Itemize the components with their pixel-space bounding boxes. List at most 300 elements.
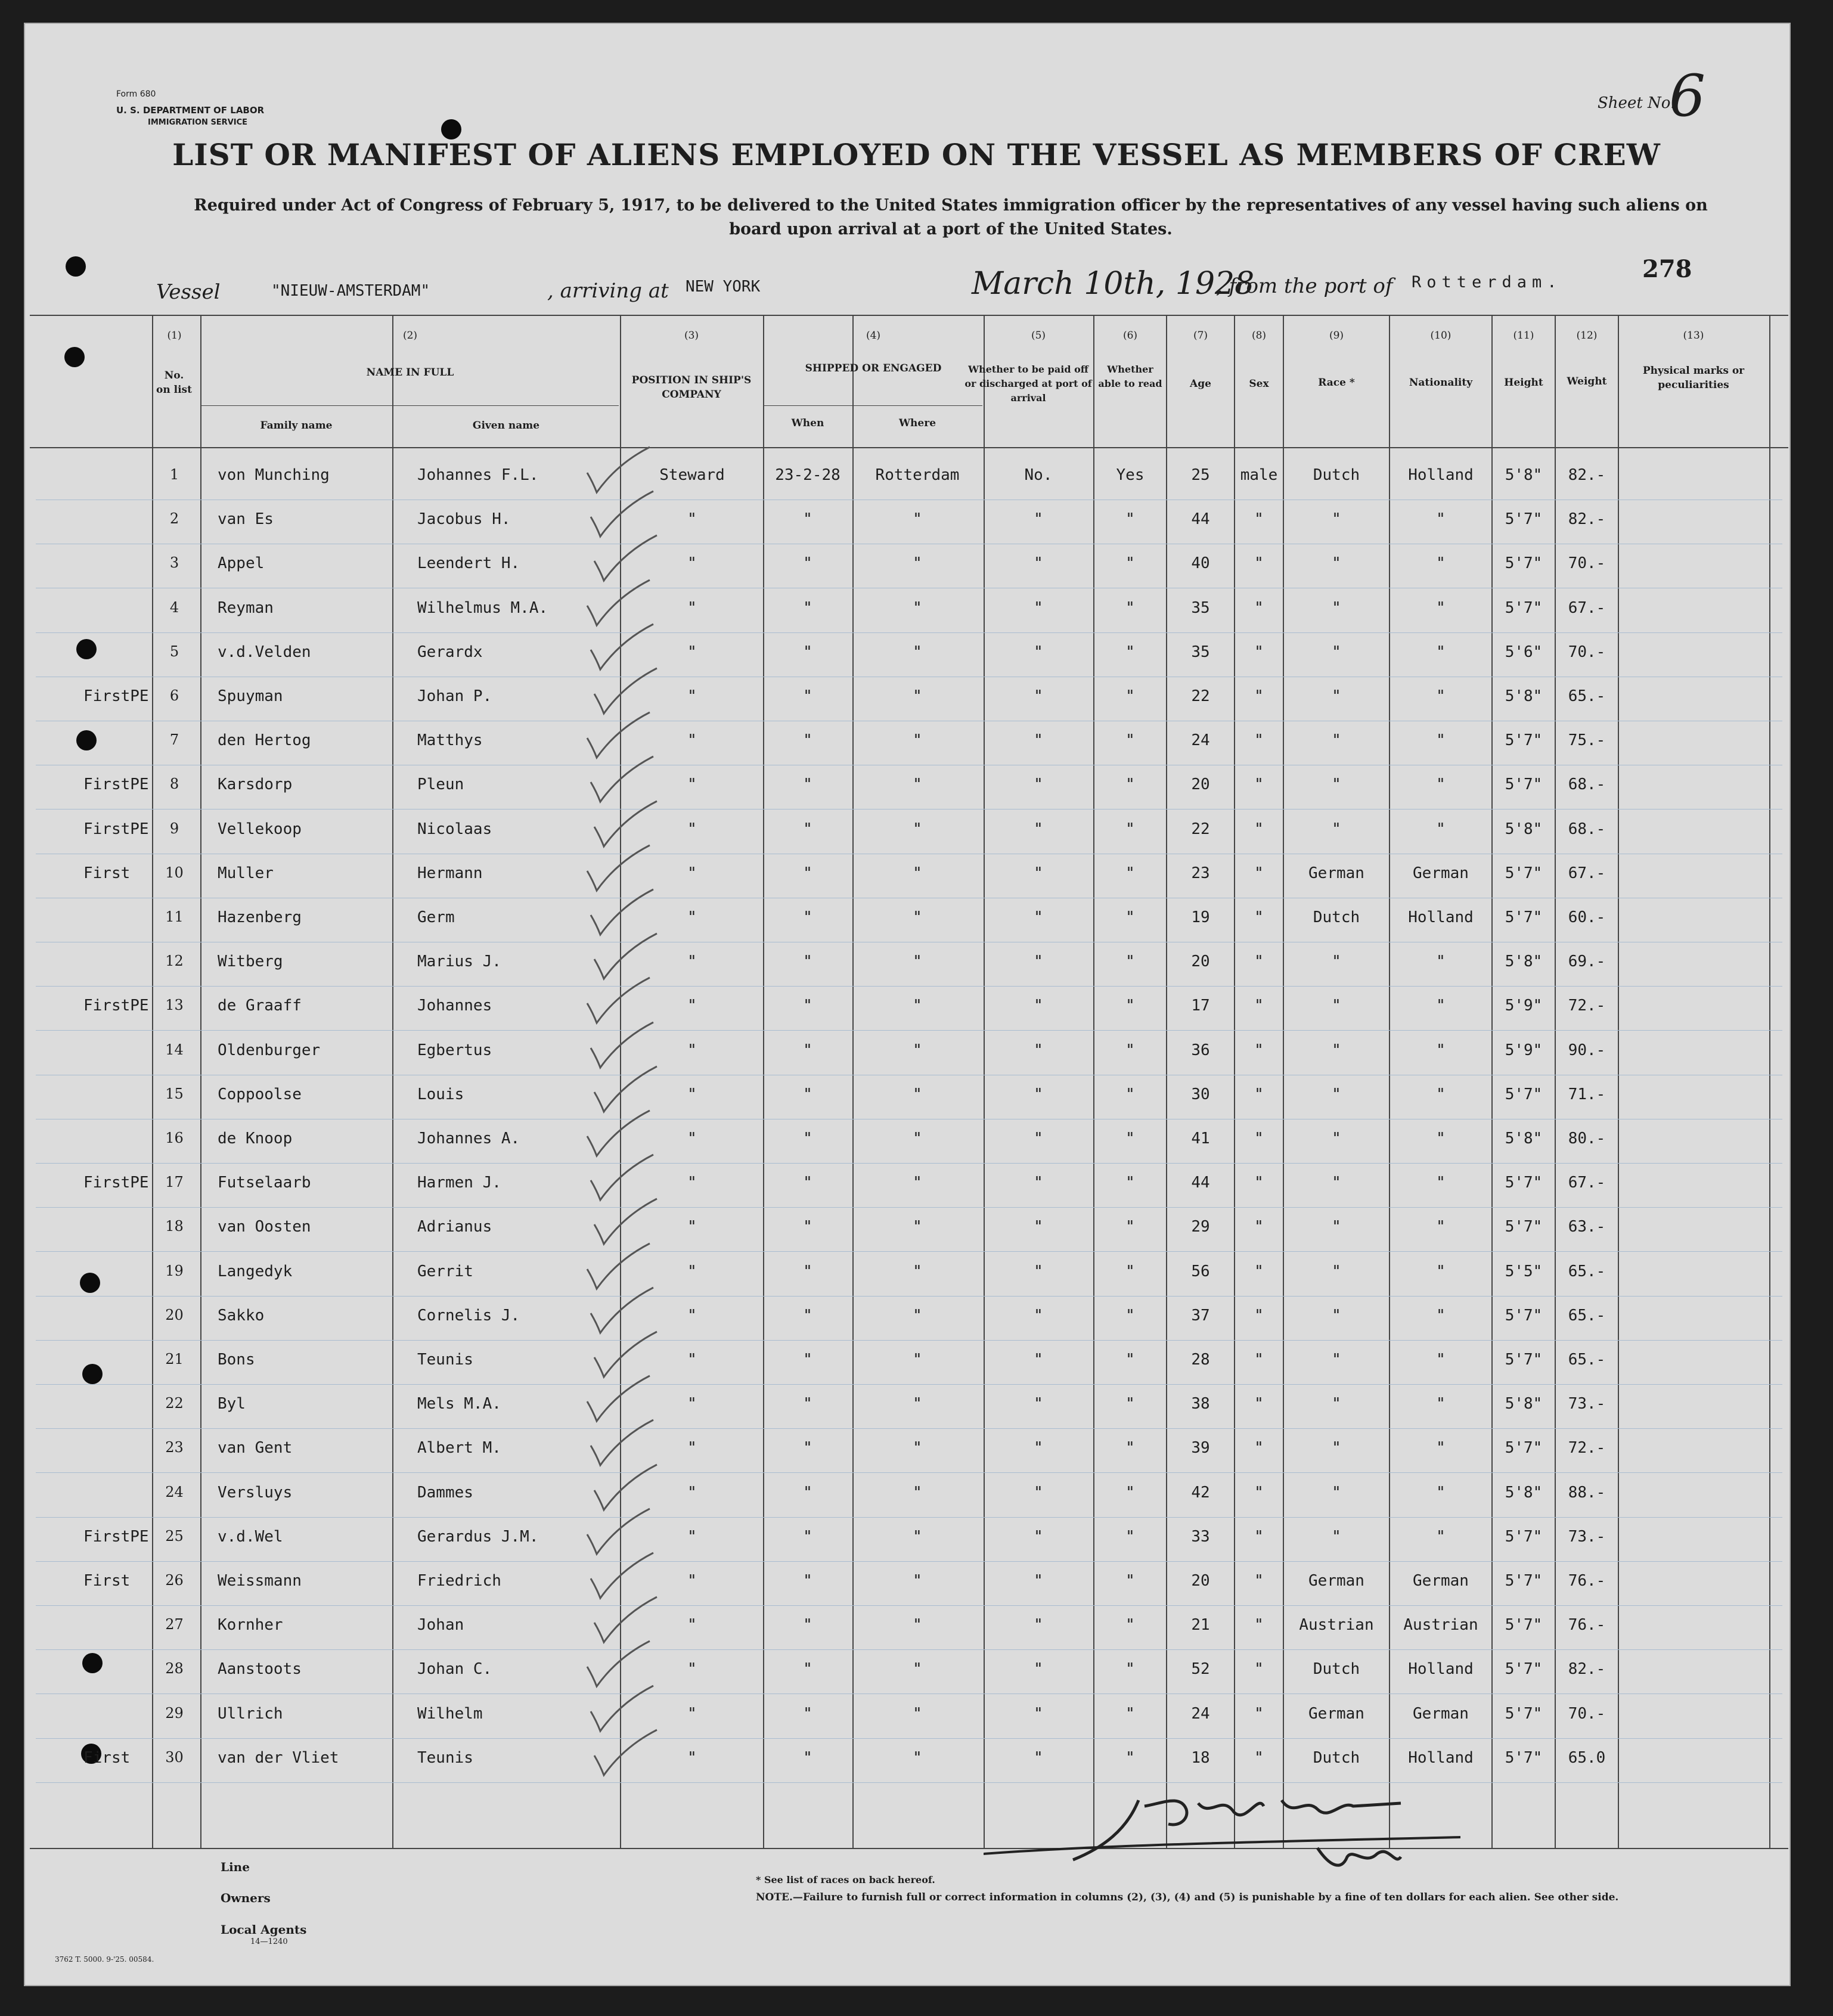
cell-weight: 75.- <box>1568 731 1606 750</box>
col-12-number: (12) <box>1576 330 1598 342</box>
cell-sex: " <box>1254 953 1264 971</box>
cell-position: " <box>687 1306 697 1325</box>
cell-when: " <box>803 1306 812 1325</box>
arrival-port: NEW YORK <box>686 278 761 296</box>
cell-nationality: " <box>1436 1041 1446 1059</box>
cell-where: " <box>913 1660 922 1679</box>
cell-paid-off: " <box>1034 1351 1043 1369</box>
cell-position: " <box>687 864 697 882</box>
cell-read: " <box>1125 1262 1135 1280</box>
cell-given: Johan C. <box>417 1660 492 1679</box>
cell-family: von Munching <box>218 466 330 484</box>
cell-family: v.d.Velden <box>218 643 311 661</box>
cell-where: " <box>913 731 922 750</box>
cell-position: " <box>687 1262 697 1280</box>
cell-read: " <box>1125 953 1135 971</box>
cell-height: 5'7" <box>1505 776 1543 794</box>
cell-age: 35 <box>1191 598 1210 617</box>
cell-paid-off: " <box>1034 908 1043 926</box>
col-7-label: Age <box>1190 378 1211 390</box>
check-mark-icon <box>588 1729 666 1782</box>
cell-family: Byl <box>218 1395 246 1413</box>
cell-no: 13 <box>165 997 184 1014</box>
cell-sex: " <box>1254 1130 1264 1147</box>
cell-race: " <box>1332 1395 1341 1413</box>
cell-given: Teunis <box>417 1351 473 1369</box>
cell-where: " <box>913 1439 922 1457</box>
row-rule <box>36 1605 1782 1606</box>
cell-paid-off: " <box>1034 510 1043 529</box>
cell-no: 14 <box>165 1041 184 1058</box>
cell-position: " <box>687 643 697 661</box>
cell-read: " <box>1125 1748 1135 1767</box>
cell-height: 5'8" <box>1505 953 1543 971</box>
cell-given: Johannes F.L. <box>417 466 539 484</box>
cell-age: 24 <box>1191 731 1210 750</box>
header-bottom-rule <box>30 447 1788 448</box>
cell-weight: 70.- <box>1568 554 1606 573</box>
cell-race: " <box>1332 643 1341 661</box>
cell-family: Versluys <box>218 1483 293 1502</box>
cell-weight: 72.- <box>1568 1439 1606 1457</box>
cell-paid-off: " <box>1034 731 1043 750</box>
cell-height: 5'6" <box>1505 643 1543 661</box>
cell-age: 42 <box>1191 1483 1210 1502</box>
cell-weight: 63.- <box>1568 1218 1606 1236</box>
cell-where: " <box>913 997 922 1015</box>
cell-nationality: " <box>1436 1306 1446 1325</box>
col-6-number: (6) <box>1122 330 1138 342</box>
punch-hole <box>80 1273 100 1293</box>
row-annotation: First <box>83 864 131 882</box>
cell-no: 11 <box>165 908 184 925</box>
cell-nationality: " <box>1436 731 1446 750</box>
row-annotation: FirstPE <box>83 1174 149 1192</box>
col-5-label: Whether to be paid off or discharged at port of arrival <box>964 364 1092 404</box>
cell-sex: " <box>1254 864 1264 882</box>
cell-race: " <box>1332 1527 1341 1546</box>
cell-position: " <box>687 687 697 705</box>
page-subtitle: Required under Act of Congress of February 5, 1917, to be delivered to the United States immigration officer by the representatives of any vessel having such aliens on board upon arrival at a port of the United States. <box>194 196 1708 238</box>
cell-sex: " <box>1254 1085 1264 1103</box>
cell-where: " <box>913 1572 922 1590</box>
cell-no: 28 <box>165 1660 184 1677</box>
cell-sex: " <box>1254 643 1264 661</box>
cell-where: " <box>913 820 922 838</box>
cell-no: 22 <box>165 1395 184 1412</box>
cell-read: " <box>1125 1439 1135 1457</box>
cell-family: van Es <box>218 510 274 529</box>
cell-race: Dutch <box>1313 1660 1360 1679</box>
row-rule <box>36 632 1782 633</box>
cell-height: 5'7" <box>1505 1174 1543 1192</box>
cell-height: 5'7" <box>1505 864 1543 882</box>
cell-age: 20 <box>1191 953 1210 971</box>
cell-age: 18 <box>1191 1748 1210 1767</box>
cell-age: 25 <box>1191 466 1210 484</box>
cell-given: Mels M.A. <box>417 1395 501 1413</box>
cell-family: Bons <box>218 1351 255 1369</box>
officer-signature <box>984 1782 1472 1878</box>
cell-where: " <box>913 1527 922 1546</box>
cell-height: 5'8" <box>1505 820 1543 838</box>
cell-sex: " <box>1254 1660 1264 1679</box>
cell-height: 5'9" <box>1505 997 1543 1015</box>
cell-paid-off: " <box>1034 554 1043 573</box>
row-rule <box>36 1340 1782 1341</box>
cell-position: " <box>687 820 697 838</box>
cell-read: " <box>1125 1483 1135 1502</box>
cell-nationality: " <box>1436 1527 1446 1546</box>
cell-family: van Oosten <box>218 1218 311 1236</box>
cell-read: " <box>1125 598 1135 617</box>
cell-no: 19 <box>165 1262 184 1279</box>
cell-where: " <box>913 1218 922 1236</box>
row-rule <box>36 1517 1782 1518</box>
cell-age: 28 <box>1191 1351 1210 1369</box>
cell-paid-off: " <box>1034 1748 1043 1767</box>
cell-given: Wilhelm <box>417 1704 483 1723</box>
cell-position: " <box>687 1351 697 1369</box>
cell-height: 5'7" <box>1505 908 1543 926</box>
col-12-label: Weight <box>1567 376 1607 387</box>
cell-where: " <box>913 1748 922 1767</box>
cell-weight: 76.- <box>1568 1616 1606 1634</box>
cell-weight: 65.- <box>1568 687 1606 705</box>
cell-no: 20 <box>165 1306 184 1323</box>
cell-height: 5'7" <box>1505 1704 1543 1723</box>
cell-paid-off: " <box>1034 598 1043 617</box>
col-3-number: (3) <box>684 330 699 342</box>
cell-no: 23 <box>165 1439 184 1456</box>
cell-race: German <box>1308 864 1364 882</box>
cell-when: " <box>803 510 812 529</box>
cell-read: " <box>1125 510 1135 529</box>
row-rule <box>36 1561 1782 1562</box>
cell-given: Leendert H. <box>417 554 520 573</box>
cell-nationality: " <box>1436 1395 1446 1413</box>
row-annotation: First <box>83 1572 131 1590</box>
cell-weight: 90.- <box>1568 1041 1606 1059</box>
cell-height: 5'7" <box>1505 1572 1543 1590</box>
cell-position: " <box>687 1174 697 1192</box>
cell-sex: " <box>1254 1704 1264 1723</box>
cell-no: 26 <box>165 1572 184 1589</box>
cell-age: 29 <box>1191 1218 1210 1236</box>
cell-position: " <box>687 776 697 794</box>
cell-height: 5'7" <box>1505 1306 1543 1325</box>
cell-family: Sakko <box>218 1306 265 1325</box>
cell-race: " <box>1332 1174 1341 1192</box>
cell-position: " <box>687 1572 697 1590</box>
col-9-label: Race * <box>1318 377 1355 389</box>
cell-when: " <box>803 687 812 705</box>
cell-paid-off: " <box>1034 1262 1043 1280</box>
cell-when: " <box>803 820 812 838</box>
table-bottom-rule <box>30 1848 1788 1849</box>
cell-height: 5'9" <box>1505 1041 1543 1059</box>
cell-position: " <box>687 1041 697 1059</box>
shipped-subheader-rule <box>764 405 982 406</box>
cell-sex: " <box>1254 776 1264 794</box>
cell-race: Austrian <box>1299 1616 1374 1634</box>
cell-no: 24 <box>165 1483 184 1500</box>
cell-race: German <box>1308 1704 1364 1723</box>
cell-no: 10 <box>165 864 184 881</box>
cell-where: " <box>913 908 922 926</box>
cell-height: 5'8" <box>1505 1395 1543 1413</box>
cell-where: " <box>913 1483 922 1502</box>
cell-sex: " <box>1254 908 1264 926</box>
col-10-label: Nationality <box>1409 377 1473 389</box>
col-13-label: Physical marks or peculiarities <box>1642 365 1745 391</box>
cell-family: Hazenberg <box>218 908 302 926</box>
cell-given: Gerrit <box>417 1262 473 1280</box>
cell-when: " <box>803 1748 812 1767</box>
cell-given: Cornelis J. <box>417 1306 520 1325</box>
cell-weight: 70.- <box>1568 643 1606 661</box>
cell-when: " <box>803 1395 812 1413</box>
cell-nationality: Holland <box>1408 1660 1474 1679</box>
cell-given: Johan P. <box>417 687 492 705</box>
sheet-label: Sheet No. <box>1598 94 1676 112</box>
cell-nationality: " <box>1436 820 1446 838</box>
row-annotation: FirstPE <box>83 1527 149 1546</box>
cell-weight: 73.- <box>1568 1527 1606 1546</box>
row-annotation: FirstPE <box>83 776 149 794</box>
cell-position: " <box>687 1704 697 1723</box>
cell-nationality: " <box>1436 776 1446 794</box>
col-7-number: (7) <box>1193 330 1208 342</box>
cell-nationality: " <box>1436 1218 1446 1236</box>
cell-age: 33 <box>1191 1527 1210 1546</box>
cell-height: 5'7" <box>1505 1616 1543 1634</box>
cell-nationality: " <box>1436 1130 1446 1147</box>
cell-read: " <box>1125 1351 1135 1369</box>
cell-race: " <box>1332 1483 1341 1502</box>
cell-position: " <box>687 554 697 573</box>
cell-height: 5'7" <box>1505 1439 1543 1457</box>
cell-no: 6 <box>169 687 179 704</box>
cell-race: " <box>1332 1262 1341 1280</box>
cell-when: " <box>803 1262 812 1280</box>
cell-no: 17 <box>165 1174 184 1191</box>
cell-family: Muller <box>218 864 274 882</box>
cell-no: 27 <box>165 1616 184 1633</box>
from-label: , from the port of <box>1216 274 1393 298</box>
cell-when: " <box>803 1439 812 1457</box>
cell-sex: " <box>1254 1174 1264 1192</box>
cell-read: " <box>1125 1130 1135 1147</box>
cell-position: " <box>687 1616 697 1634</box>
row-annotation: FirstPE <box>83 820 149 838</box>
cell-age: 41 <box>1191 1130 1210 1147</box>
cell-sex: " <box>1254 1439 1264 1457</box>
cell-given: Germ <box>417 908 455 926</box>
cell-position: " <box>687 1527 697 1546</box>
cell-height: 5'7" <box>1505 1748 1543 1767</box>
col-1-label: No. on list <box>156 370 192 396</box>
cell-read: " <box>1125 1660 1135 1679</box>
cell-age: 19 <box>1191 908 1210 926</box>
cell-family: Oldenburger <box>218 1041 321 1059</box>
cell-height: 5'7" <box>1505 731 1543 750</box>
cell-age: 24 <box>1191 1704 1210 1723</box>
col-2-label: NAME IN FULL <box>366 367 454 379</box>
cell-read: " <box>1125 1704 1135 1723</box>
cell-given: Dammes <box>417 1483 473 1502</box>
cell-sex: " <box>1254 1483 1264 1502</box>
penalty-note: NOTE.—Failure to furnish full or correct information in columns (2), (3), (4) and (5) is punishable by a fine of ten dollars for each alien. See other side. <box>756 1891 1619 1903</box>
cell-when: " <box>803 953 812 971</box>
punch-hole <box>66 256 86 277</box>
cell-position: " <box>687 1130 697 1147</box>
cell-weight: 67.- <box>1568 598 1606 617</box>
cell-no: 4 <box>169 598 179 616</box>
cell-age: 37 <box>1191 1306 1210 1325</box>
cell-height: 5'7" <box>1505 554 1543 573</box>
cell-family: de Graaff <box>218 997 302 1015</box>
row-rule <box>36 1782 1782 1783</box>
cell-nationality: German <box>1413 1704 1469 1723</box>
row-rule <box>36 1296 1782 1297</box>
cell-height: 5'8" <box>1505 1130 1543 1147</box>
cell-nationality: " <box>1436 510 1446 529</box>
cell-where: " <box>913 643 922 661</box>
cell-age: 52 <box>1191 1660 1210 1679</box>
row-rule <box>36 986 1782 987</box>
when-header: When <box>791 417 824 429</box>
cell-where: " <box>913 1351 922 1369</box>
column-rule <box>1618 316 1619 1848</box>
cell-no: 18 <box>165 1218 184 1235</box>
cell-read: " <box>1125 1085 1135 1103</box>
cell-race: " <box>1332 1351 1341 1369</box>
cell-when: " <box>803 1130 812 1147</box>
line-label: Line <box>221 1860 250 1874</box>
cell-paid-off: " <box>1034 864 1043 882</box>
cell-race: " <box>1332 510 1341 529</box>
cell-weight: 67.- <box>1568 1174 1606 1192</box>
cell-when: " <box>803 1660 812 1679</box>
cell-paid-off: " <box>1034 1395 1043 1413</box>
cell-paid-off: " <box>1034 953 1043 971</box>
cell-sex: " <box>1254 1041 1264 1059</box>
cell-position: " <box>687 731 697 750</box>
col-13-number: (13) <box>1683 330 1704 342</box>
cell-where: " <box>913 598 922 617</box>
cell-read: " <box>1125 1174 1135 1192</box>
cell-where: " <box>913 554 922 573</box>
cell-given: Harmen J. <box>417 1174 501 1192</box>
cell-where: " <box>913 1395 922 1413</box>
cell-read: " <box>1125 1218 1135 1236</box>
cell-family: den Hertog <box>218 731 311 750</box>
cell-family: Karsdorp <box>218 776 293 794</box>
cell-position: Steward <box>659 466 725 484</box>
cell-age: 44 <box>1191 1174 1210 1192</box>
cell-no: 9 <box>169 820 179 837</box>
cell-height: 5'5" <box>1505 1262 1543 1280</box>
cell-height: 5'7" <box>1505 1218 1543 1236</box>
cell-where: " <box>913 1306 922 1325</box>
cell-given: Johannes <box>417 997 492 1015</box>
cell-where: " <box>913 1704 922 1723</box>
row-annotation: First <box>83 1748 131 1767</box>
cell-where: " <box>913 1130 922 1147</box>
cell-position: " <box>687 1483 697 1502</box>
cell-weight: 68.- <box>1568 820 1606 838</box>
cell-height: 5'8" <box>1505 1483 1543 1502</box>
cell-read: " <box>1125 1616 1135 1634</box>
cell-paid-off: " <box>1034 1572 1043 1590</box>
cell-when: " <box>803 908 812 926</box>
cell-when: " <box>803 1616 812 1634</box>
col-1-number: (1) <box>167 330 182 342</box>
cell-given: Gerardx <box>417 643 483 661</box>
cell-given: Friedrich <box>417 1572 501 1590</box>
col-11-number: (11) <box>1513 330 1534 342</box>
col-8-number: (8) <box>1251 330 1267 342</box>
cell-no: 5 <box>169 643 179 660</box>
col-8-label: Sex <box>1249 378 1269 390</box>
cell-height: 5'7" <box>1505 1660 1543 1679</box>
cell-given: Adrianus <box>417 1218 492 1236</box>
cell-nationality: " <box>1436 1351 1446 1369</box>
print-code: 3762 T. 5000. 9-'25. 00584. <box>55 1955 154 1964</box>
cell-weight: 69.- <box>1568 953 1606 971</box>
cell-race: " <box>1332 1085 1341 1103</box>
cell-race: " <box>1332 687 1341 705</box>
cell-no: 15 <box>165 1085 184 1102</box>
cell-family: van der Vliet <box>218 1748 339 1767</box>
cell-age: 22 <box>1191 687 1210 705</box>
cell-race: " <box>1332 731 1341 750</box>
cell-nationality: " <box>1436 1174 1446 1192</box>
cell-nationality: German <box>1413 1572 1469 1590</box>
cell-no: 7 <box>169 731 179 749</box>
cell-paid-off: " <box>1034 776 1043 794</box>
cell-position: " <box>687 1395 697 1413</box>
race-footnote: * See list of races on back hereof. <box>756 1874 935 1885</box>
cell-height: 5'8" <box>1505 466 1543 484</box>
punch-hole <box>82 1653 103 1673</box>
cell-position: " <box>687 997 697 1015</box>
cell-family: v.d.Wel <box>218 1527 283 1546</box>
cell-where: " <box>913 1041 922 1059</box>
cell-sex: " <box>1254 1527 1264 1546</box>
cell-sex: " <box>1254 820 1264 838</box>
cell-nationality: Holland <box>1408 466 1474 484</box>
cell-no: 8 <box>169 776 179 793</box>
cell-read: " <box>1125 1572 1135 1590</box>
table-top-rule <box>30 315 1788 316</box>
cell-when: " <box>803 1218 812 1236</box>
cell-nationality: " <box>1436 1483 1446 1502</box>
cell-no: 1 <box>169 466 179 483</box>
cell-weight: 71.- <box>1568 1085 1606 1103</box>
cell-nationality: " <box>1436 1262 1446 1280</box>
cell-family: Langedyk <box>218 1262 293 1280</box>
cell-weight: 67.- <box>1568 864 1606 882</box>
cell-paid-off: " <box>1034 997 1043 1015</box>
cell-weight: 65.- <box>1568 1351 1606 1369</box>
cell-given: Albert M. <box>417 1439 501 1457</box>
cell-read: " <box>1125 908 1135 926</box>
cell-nationality: Holland <box>1408 1748 1474 1767</box>
cell-race: " <box>1332 554 1341 573</box>
owners-label: Owners <box>221 1891 271 1905</box>
